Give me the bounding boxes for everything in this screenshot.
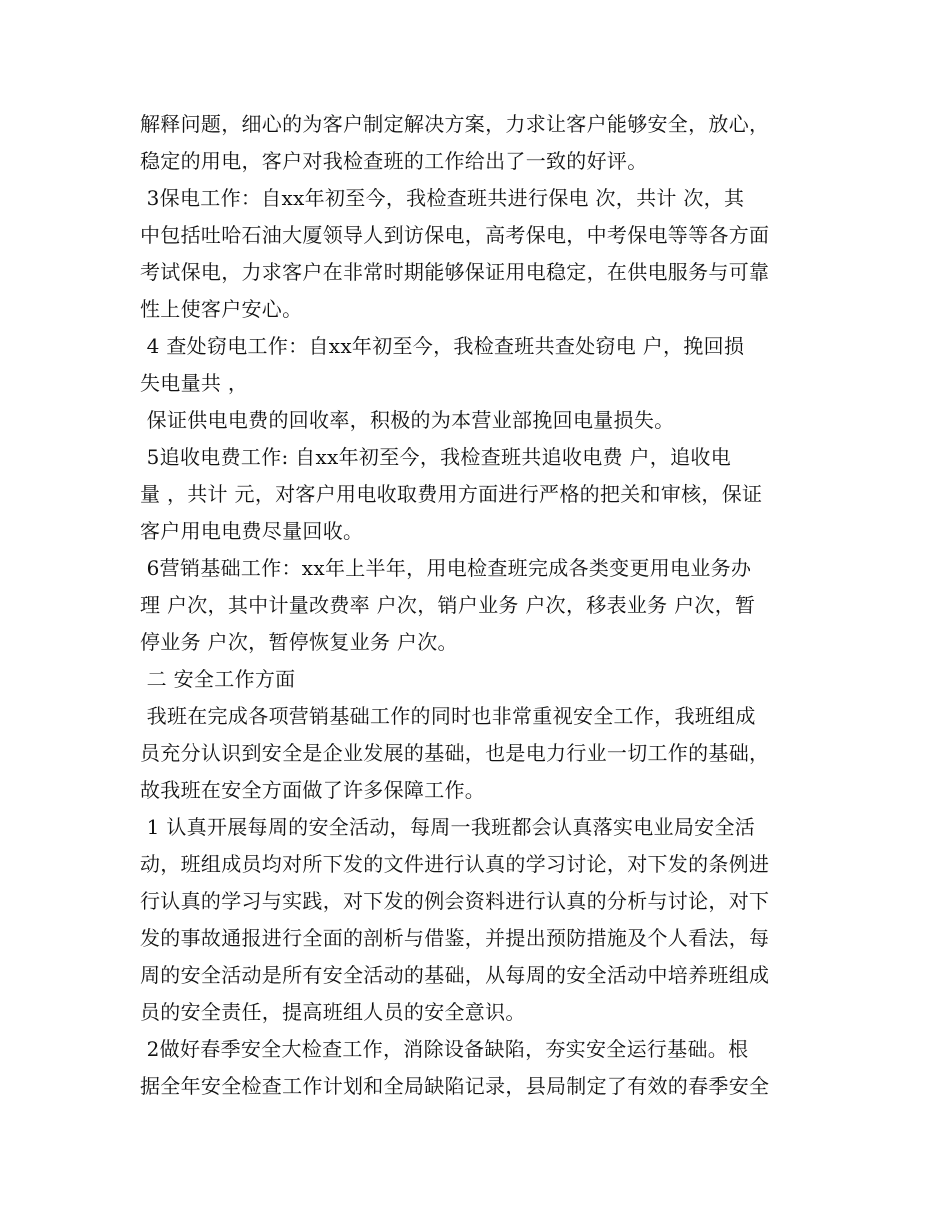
- section-heading: 二 安全工作方面: [140, 667, 296, 691]
- text-line: 2做好春季安全大检查工作，消除设备缺陷，夯实安全运行基础。根: [140, 1037, 749, 1061]
- text-line: 4 查处窃电工作：自xx年初至今，我检查班共查处窃电 户，挽回损: [140, 334, 745, 358]
- text-line: 行认真的学习与实践，对下发的例会资料进行认真的分析与讨论，对下: [140, 889, 770, 913]
- text-line: 1 认真开展每周的安全活动，每周一我班都会认真落实电业局安全活: [140, 815, 756, 839]
- text-line: 据全年安全检查工作计划和全局缺陷记录，县局制定了有效的春季安全: [140, 1074, 770, 1098]
- text-line: 6营销基础工作：xx年上半年，用电检查班完成各类变更用电业务办: [140, 556, 752, 580]
- document-body: [140, 106, 820, 1105]
- text-line: 保证供电电费的回收率，积极的为本营业部挽回电量损失。: [140, 408, 675, 432]
- text-line: 3保电工作：自xx年初至今，我检查班共进行保电 次，共计 次，其: [140, 186, 745, 210]
- text-line: 周的安全活动是所有安全活动的基础，从每周的安全活动中培养班组成: [140, 963, 770, 987]
- text-line: 我班在完成各项营销基础工作的同时也非常重视安全工作，我班组成: [140, 704, 756, 728]
- text-line: 动，班组成员均对所下发的文件进行认真的学习讨论，对下发的条例进: [140, 852, 770, 876]
- text-line: 理 户次，其中计量改费率 户次，销户业务 户次，移表业务 户次，暂: [140, 593, 756, 617]
- text-line: 失电量共 ，: [140, 371, 249, 395]
- text-line: 5追收电费工作: 自xx年初至今，我检查班共追收电费 户，追收电: [140, 445, 731, 469]
- text-line: 员的安全责任，提高班组人员的安全意识。: [140, 1000, 526, 1024]
- text-line: 量 ，共计 元，对客户用电收取费用方面进行严格的把关和审核，保证: [140, 482, 763, 506]
- text-line: 稳定的用电，客户对我检查班的工作给出了一致的好评。: [140, 149, 648, 173]
- text-line: 员充分认识到安全是企业发展的基础，也是电力行业一切工作的基础，: [140, 741, 770, 765]
- text-line: 中包括吐哈石油大厦领导人到访保电，高考保电，中考保电等等各方面: [140, 223, 770, 247]
- text-line: 解释问题，细心的为客户制定解决方案，力求让客户能够安全，放心，: [140, 112, 770, 136]
- text-line: 停业务 户次，暂停恢复业务 户次。: [140, 630, 458, 654]
- text-line: 客户用电电费尽量回收。: [140, 519, 364, 543]
- text-line: 考试保电，力求客户在非常时期能够保证用电稳定，在供电服务与可靠: [140, 260, 770, 284]
- text-line: 性上使客户安心。: [140, 297, 303, 321]
- text-line: 发的事故通报进行全面的剖析与借鉴，并提出预防措施及个人看法，每: [140, 926, 770, 950]
- text-line: 故我班在安全方面做了许多保障工作。: [140, 778, 486, 802]
